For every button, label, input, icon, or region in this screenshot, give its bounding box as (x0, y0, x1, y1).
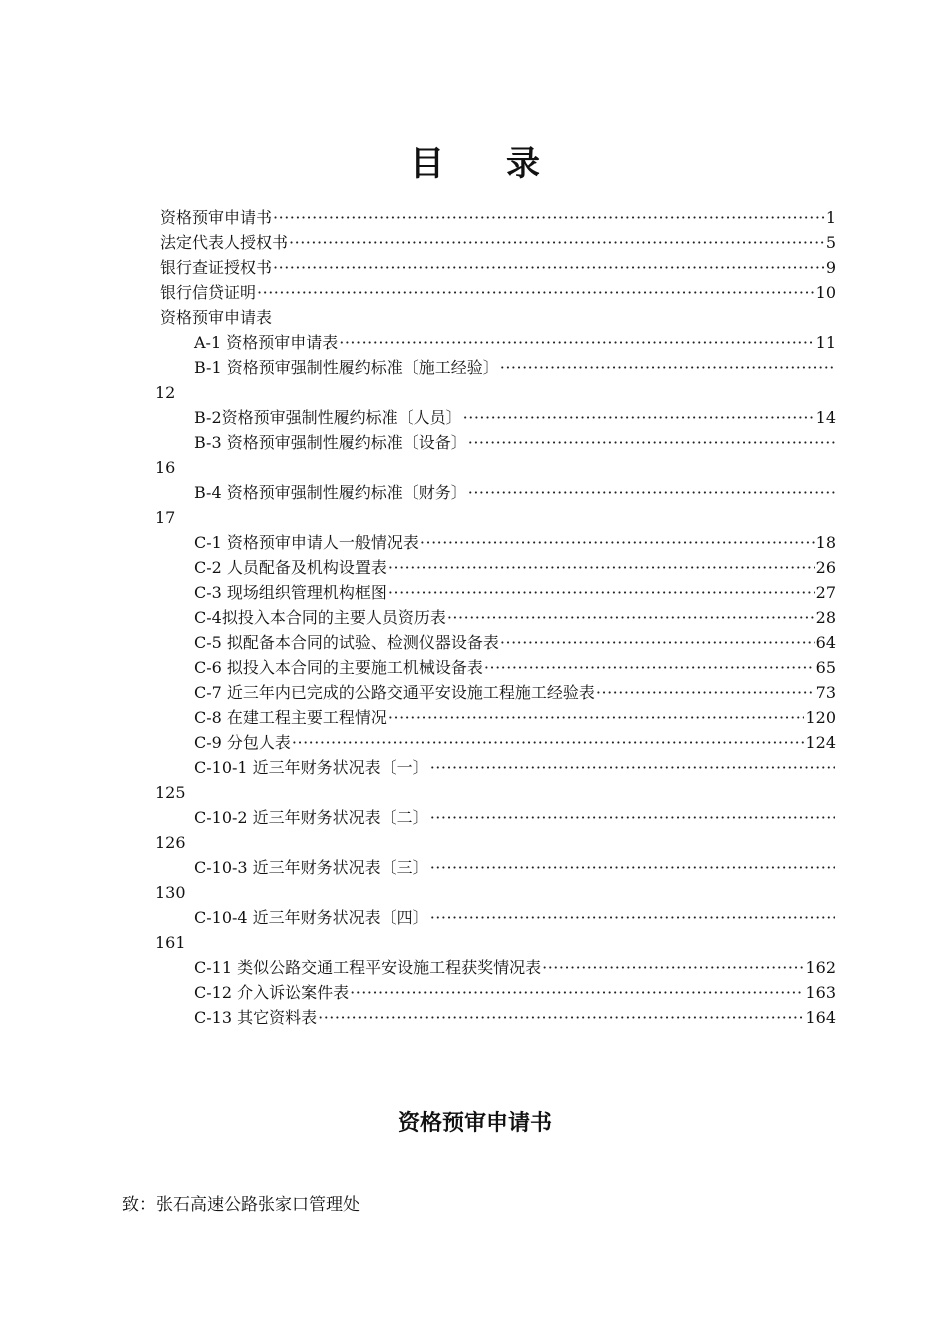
toc-entry-label: B-3 资格预审强制性履约标准〔设备〕 (194, 433, 467, 452)
toc-entry-label: C-6 拟投入本合同的主要施工机械设备表 (194, 658, 483, 677)
toc-page-number: 10 (815, 283, 836, 302)
toc-entry-label: 银行信贷证明 (160, 283, 257, 302)
toc-entry (160, 555, 836, 580)
toc-page-number: 12 (155, 383, 176, 402)
toc-entry-label: A-1 资格预审申请表 (194, 333, 339, 352)
toc-entry (160, 680, 836, 705)
toc-entry (160, 805, 836, 830)
toc-title-char: 录 (506, 144, 540, 184)
toc-page-number: 64 (815, 633, 836, 652)
address-line: 致：张石高速公路张家口管理处 (122, 1195, 360, 1215)
toc-leader-dots (468, 430, 835, 455)
toc-entry-label: C-5 拟配备本合同的试验、检测仪器设备表 (194, 633, 499, 652)
section-title: 资格预审申请书 (397, 1110, 552, 1136)
toc-page-number: 1 (825, 208, 836, 227)
toc-entry-label: C-11 类似公路交通工程平安设施工程获奖情况表 (194, 958, 542, 977)
toc-page-number: 9 (825, 258, 836, 277)
toc-page-number: 5 (825, 233, 836, 252)
toc-leader-dots (339, 330, 814, 355)
toc-title (0, 136, 950, 185)
toc-leader-dots (430, 805, 835, 830)
toc-entry (160, 355, 836, 380)
toc-entry (160, 480, 836, 505)
toc-entry-label: B-1 资格预审强制性履约标准〔施工经验〕 (194, 358, 499, 377)
toc-entry (160, 855, 836, 880)
toc-page-number: 120 (805, 708, 836, 727)
toc-page-number: 164 (805, 1008, 836, 1027)
toc-entry (160, 730, 836, 755)
toc-page-number: 28 (815, 608, 836, 627)
toc-entry-label: C-1 资格预审申请人一般情况表 (194, 533, 419, 552)
toc-leader-dots (292, 730, 805, 755)
toc-page-number: 161 (155, 933, 186, 952)
toc-page-number: 17 (155, 508, 176, 527)
toc-entry-label: C-13 其它资料表 (194, 1008, 318, 1027)
toc-leader-dots (273, 255, 825, 280)
toc-page-number: 11 (815, 333, 836, 352)
toc-leader-dots (468, 480, 835, 505)
toc-entry-label: C-9 分包人表 (194, 733, 291, 752)
toc-entry-label: 资格预审申请书 (160, 208, 273, 227)
toc-leader-dots (350, 980, 804, 1005)
toc-entry (160, 305, 836, 330)
toc-page-number: 27 (815, 583, 836, 602)
toc-leader-dots (430, 905, 835, 930)
toc-title-char: 目 (410, 144, 444, 184)
toc-page-number: 16 (155, 458, 176, 477)
toc-page-number: 65 (815, 658, 836, 677)
toc-entry (160, 980, 836, 1005)
toc-entry-label: C-10-4 近三年财务状况表〔四〕 (194, 908, 429, 927)
toc-leader-dots (500, 355, 835, 380)
toc-leader-dots (420, 530, 815, 555)
toc-entry (160, 430, 836, 455)
toc-page-number: 18 (815, 533, 836, 552)
toc-leader-dots (463, 405, 815, 430)
toc-entry (160, 330, 836, 355)
toc-leader-dots (289, 230, 825, 255)
toc-entry (160, 280, 836, 305)
toc-entry-label: C-2 人员配备及机构设置表 (194, 558, 387, 577)
toc-entry (160, 255, 836, 280)
toc-entry-label: 银行查证授权书 (160, 258, 273, 277)
toc-leader-dots (447, 605, 815, 630)
toc-leader-dots (484, 655, 815, 680)
table-of-contents (155, 205, 836, 1030)
toc-leader-dots (318, 1005, 804, 1030)
toc-entry (160, 705, 836, 730)
toc-entry (160, 755, 836, 780)
toc-entry (160, 1005, 836, 1030)
toc-page-number: 162 (805, 958, 836, 977)
toc-leader-dots (388, 705, 805, 730)
toc-entry-label: C-10-1 近三年财务状况表〔一〕 (194, 758, 429, 777)
toc-leader-dots (388, 555, 815, 580)
toc-entry-label: C-3 现场组织管理机构框图 (194, 583, 387, 602)
toc-page-number: 26 (815, 558, 836, 577)
toc-entry (160, 905, 836, 930)
toc-entry-label: C-10-2 近三年财务状况表〔二〕 (194, 808, 429, 827)
toc-entry (160, 405, 836, 430)
toc-leader-dots (500, 630, 815, 655)
toc-entry-label: C-12 介入诉讼案件表 (194, 983, 350, 1002)
toc-page-number: 125 (155, 783, 186, 802)
toc-entry (160, 605, 836, 630)
toc-leader-dots (542, 955, 804, 980)
toc-entry-label: B-2资格预审强制性履约标准〔人员〕 (194, 408, 462, 427)
toc-leader-dots (596, 680, 815, 705)
toc-entry-label: 法定代表人授权书 (160, 233, 289, 252)
toc-leader-dots (273, 205, 825, 230)
toc-entry (160, 205, 836, 230)
toc-entry-label: C-8 在建工程主要工程情况 (194, 708, 387, 727)
toc-entry (160, 580, 836, 605)
toc-entry (160, 630, 836, 655)
toc-page-number: 130 (155, 883, 186, 902)
toc-entry (160, 655, 836, 680)
toc-entry-label: B-4 资格预审强制性履约标准〔财务〕 (194, 483, 467, 502)
toc-page-number: 124 (805, 733, 836, 752)
toc-leader-dots (430, 855, 835, 880)
toc-leader-dots (388, 580, 815, 605)
toc-entry (160, 955, 836, 980)
toc-entry-label: C-7 近三年内已完成的公路交通平安设施工程施工经验表 (194, 683, 595, 702)
toc-entry-label: C-4拟投入本合同的主要人员资历表 (194, 608, 446, 627)
toc-entry-label: 资格预审申请表 (160, 308, 273, 327)
toc-page-number: 73 (815, 683, 836, 702)
toc-entry-label: C-10-3 近三年财务状况表〔三〕 (194, 858, 429, 877)
toc-entry (160, 230, 836, 255)
toc-page-number: 163 (805, 983, 836, 1002)
toc-leader-dots (257, 280, 815, 305)
toc-leader-dots (430, 755, 835, 780)
toc-page-number: 126 (155, 833, 186, 852)
toc-entry (160, 530, 836, 555)
toc-page-number: 14 (815, 408, 836, 427)
